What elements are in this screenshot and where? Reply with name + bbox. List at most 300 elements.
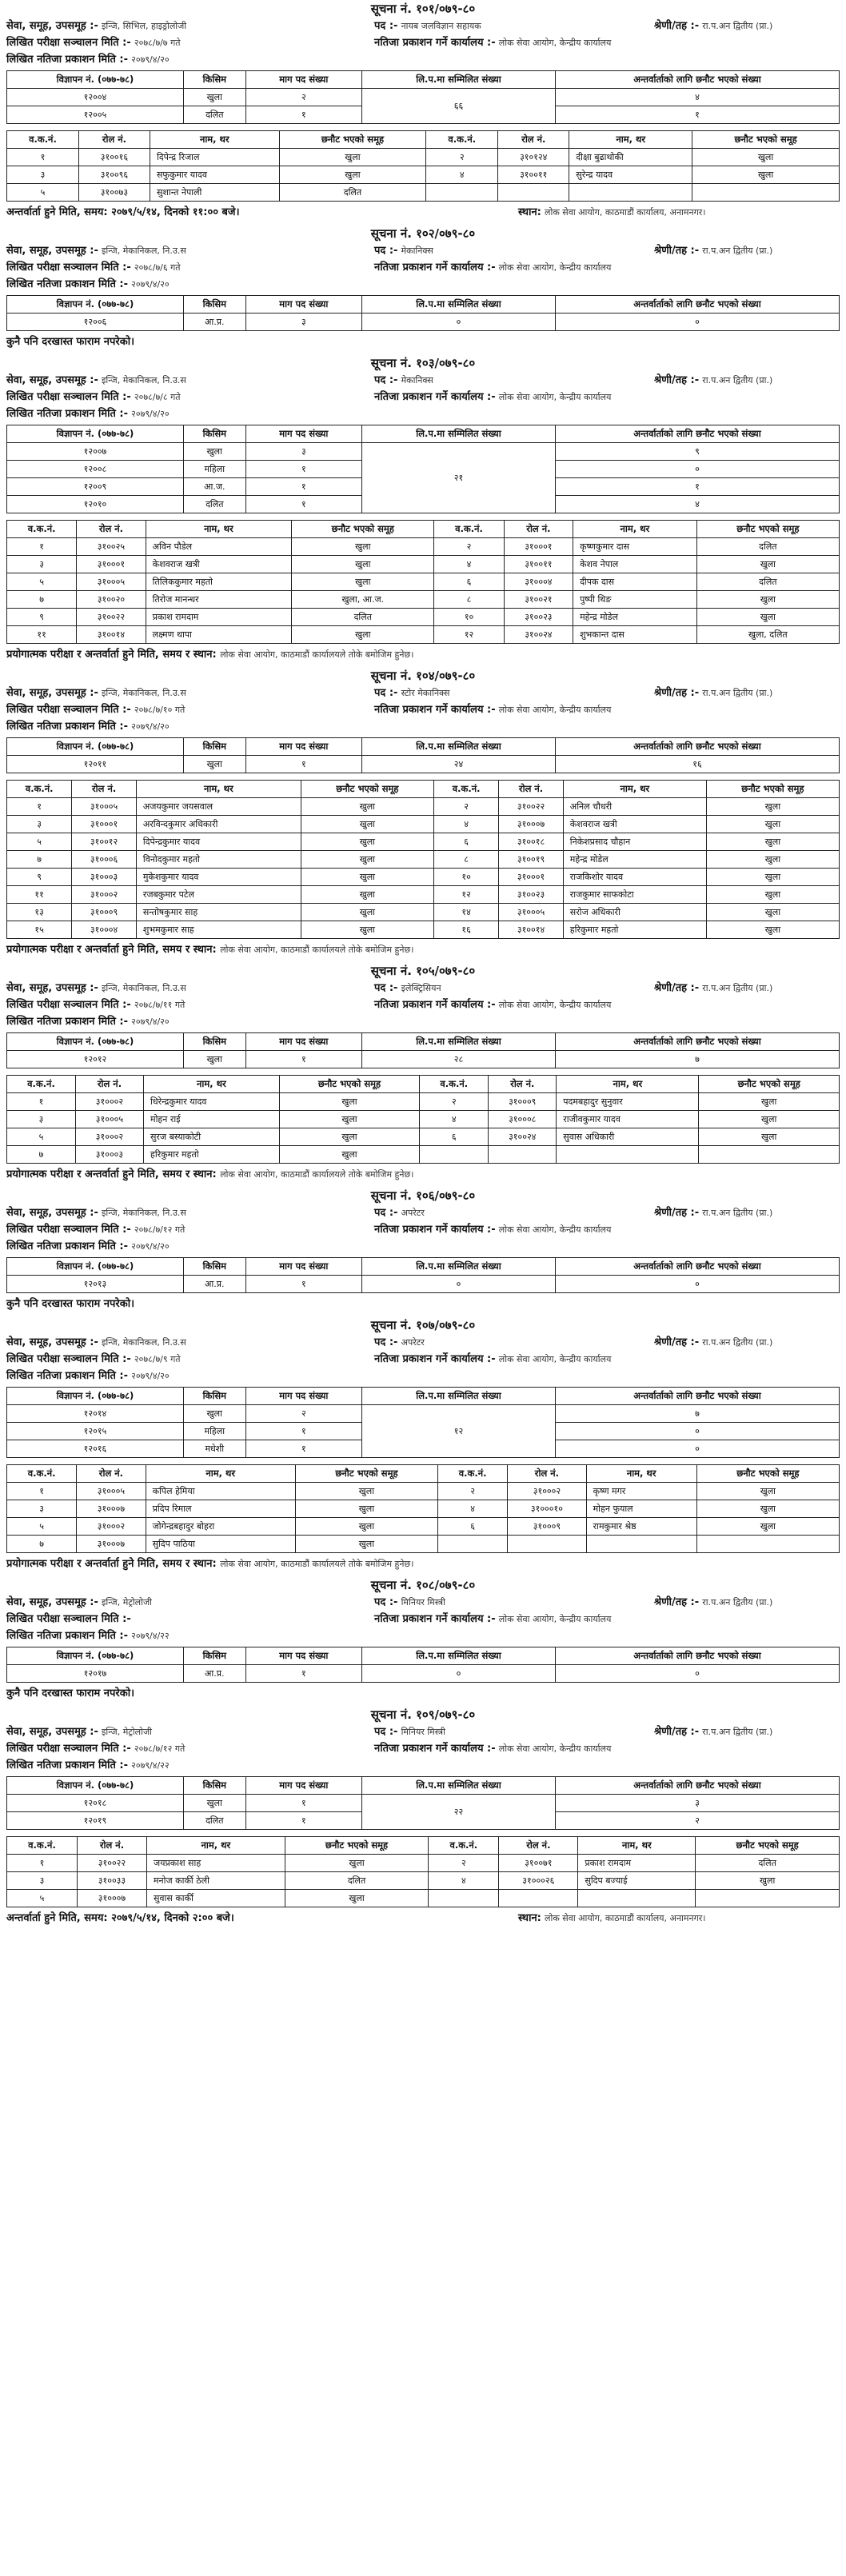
result-office-label: नतिजा प्रकाशन गर्ने कार्यालय :- bbox=[374, 1353, 496, 1365]
vacancy-table bbox=[6, 1257, 840, 1293]
post-label: पद :- bbox=[374, 1207, 398, 1219]
candidate-cell: दीक्षा बुढाथोकी bbox=[569, 149, 692, 166]
candidate-cell: ३१०००२ bbox=[75, 1093, 143, 1111]
candidate-cell: दिपेन्द्रकुमार यादव bbox=[136, 833, 301, 851]
header-line bbox=[6, 34, 840, 51]
header-line bbox=[6, 1221, 840, 1238]
candidate-row bbox=[7, 591, 840, 609]
candidate-cell: खुला bbox=[696, 1500, 839, 1518]
post-value: स्टोर मेकानिक्स bbox=[401, 688, 450, 698]
vacancy-cell: १२००९ bbox=[7, 478, 184, 496]
candidate-header-cell: रोल नं. bbox=[499, 781, 564, 798]
vacancy-header-cell: लि.प.मा सम्मिलित संख्या bbox=[361, 1258, 555, 1276]
candidate-cell: ६ bbox=[438, 1518, 508, 1536]
candidate-cell bbox=[508, 1536, 586, 1553]
result-date bbox=[6, 718, 170, 735]
candidate-cell: खुला bbox=[692, 166, 840, 184]
practical-label: प्रयोगात्मक परीक्षा र अन्तर्वार्ता हुने मिति, समय र स्थान: bbox=[6, 649, 217, 661]
header-col bbox=[6, 1204, 374, 1221]
candidate-row bbox=[7, 851, 840, 869]
vacancy-row bbox=[7, 1665, 840, 1683]
candidate-cell: खुला bbox=[696, 1518, 839, 1536]
header-line bbox=[6, 1204, 840, 1221]
candidate-header bbox=[7, 521, 840, 538]
venue-label: स्थान: bbox=[518, 206, 541, 218]
candidate-header bbox=[7, 1076, 840, 1093]
post-label: पद :- bbox=[374, 245, 398, 257]
header-col bbox=[6, 701, 374, 718]
vacancy-header-cell: किसिम bbox=[183, 1033, 245, 1051]
service-group bbox=[6, 982, 186, 994]
candidate-cell: खुला bbox=[301, 921, 433, 939]
candidate-cell: मोहन राई bbox=[144, 1111, 280, 1128]
candidate-cell: २ bbox=[426, 149, 498, 166]
post-label: पद :- bbox=[374, 982, 398, 994]
service-group-label: सेवा, समूह, उपसमूह :- bbox=[6, 1596, 98, 1608]
candidate-cell: ११ bbox=[7, 626, 77, 644]
notice-title: सूचना नं. १०७/०७९-८० bbox=[370, 1318, 476, 1332]
candidate-cell: दीपक दास bbox=[573, 573, 697, 591]
candidate-cell: खुला bbox=[301, 886, 433, 904]
candidate-cell: ३१०००५ bbox=[77, 1483, 146, 1500]
vacancy-row bbox=[7, 443, 840, 461]
vacancy-cell: १२०१३ bbox=[7, 1276, 184, 1293]
candidate-cell: ६ bbox=[434, 573, 504, 591]
vacancy-row bbox=[7, 1051, 840, 1068]
service-group-value: इन्जि, मेकानिकल, नि.उ.स bbox=[102, 983, 186, 993]
header-col bbox=[374, 389, 840, 405]
class-level bbox=[654, 374, 772, 386]
vacancy-row bbox=[7, 756, 840, 773]
service-group-value: इन्जि, मेकानिकल, नि.उ.स bbox=[102, 1337, 186, 1348]
candidate-row bbox=[7, 1500, 840, 1518]
result-office bbox=[374, 1224, 611, 1236]
exam-date-value: २०७८/७/१२ गते bbox=[134, 1743, 186, 1754]
candidate-cell: खुला bbox=[706, 851, 839, 869]
service-group-label: सेवा, समूह, उपसमूह :- bbox=[6, 374, 98, 386]
candidate-cell: खुला bbox=[279, 1093, 420, 1111]
candidate-cell: राजीवकुमार यादव bbox=[557, 1111, 699, 1128]
post bbox=[374, 245, 433, 257]
candidate-cell: खुला bbox=[706, 798, 839, 816]
candidate-row bbox=[7, 886, 840, 904]
vacancy-cell: १ bbox=[245, 496, 361, 513]
candidate-cell: ३ bbox=[7, 556, 77, 573]
candidate-cell bbox=[498, 184, 569, 202]
candidate-cell: १२ bbox=[434, 626, 504, 644]
candidate-cell: ३१००१२ bbox=[72, 833, 137, 851]
vacancy-header-cell: अन्तर्वार्ताको लागि छनौट भएको संख्या bbox=[555, 71, 839, 89]
result-office-label: नतिजा प्रकाशन गर्ने कार्यालय :- bbox=[374, 37, 496, 49]
vacancy-row bbox=[7, 89, 840, 106]
vacancy-cell: आ.प्र. bbox=[183, 1665, 245, 1683]
vacancy-row bbox=[7, 1276, 840, 1293]
spacer bbox=[6, 1832, 840, 1834]
vacancy-header-cell: किसिम bbox=[183, 1647, 245, 1665]
result-date-value: २०७९/४/२० bbox=[131, 409, 170, 419]
exam-date bbox=[6, 1613, 131, 1625]
candidate-cell: ३१००२२ bbox=[77, 1855, 146, 1872]
vacancy-header bbox=[7, 296, 840, 314]
result-office-value: लोक सेवा आयोग, केन्द्रीय कार्यालय bbox=[498, 705, 612, 715]
class-level-value: रा.प.अन द्वितीय (प्रा.) bbox=[702, 983, 773, 993]
vacancy-header-cell: किसिम bbox=[183, 1777, 245, 1795]
post-label: पद :- bbox=[374, 20, 398, 32]
post bbox=[374, 1336, 425, 1348]
header-line bbox=[6, 980, 840, 996]
header-col bbox=[6, 372, 374, 389]
vacancy-header-cell: माग पद संख्या bbox=[245, 1258, 361, 1276]
header-col bbox=[374, 372, 654, 389]
candidate-cell bbox=[578, 1890, 696, 1907]
exam-date-label: लिखित परीक्षा सञ्चालन मिति :- bbox=[6, 1224, 131, 1236]
vacancy-header-cell: लि.प.मा सम्मिलित संख्या bbox=[361, 1777, 555, 1795]
candidate-cell: पदमबहादुर सुनुवार bbox=[557, 1093, 699, 1111]
result-date-value: २०७९/४/२२ bbox=[131, 1631, 170, 1641]
vacancy-header-cell: किसिम bbox=[183, 1258, 245, 1276]
vacancy-cell: ९ bbox=[555, 443, 839, 461]
candidate-cell: ३१००७१ bbox=[499, 1855, 578, 1872]
candidate-header bbox=[7, 781, 840, 798]
exam-date-value: २०७८/७/९ गते bbox=[134, 1354, 181, 1364]
candidate-cell: २ bbox=[438, 1483, 508, 1500]
candidate-cell: १२ bbox=[433, 886, 498, 904]
candidate-cell: ३१०००७ bbox=[77, 1536, 146, 1553]
notice-title: सूचना नं. १०२/०७९-८० bbox=[370, 226, 476, 241]
service-group-value: इन्जि, मेकानिकल, नि.उ.स bbox=[102, 1208, 186, 1218]
candidate-row bbox=[7, 921, 840, 939]
class-level-label: श्रेणी/तह :- bbox=[654, 982, 700, 994]
candidate-cell: खुला bbox=[285, 1890, 429, 1907]
candidate-cell: ३१०००१ bbox=[77, 556, 146, 573]
candidate-cell: खुला bbox=[696, 556, 839, 573]
header-col bbox=[6, 1740, 374, 1757]
candidate-cell: अरविन्दकुमार अधिकारी bbox=[136, 816, 301, 833]
class-level bbox=[654, 687, 772, 699]
exam-date-value: २०७८/७/११ गते bbox=[134, 1000, 186, 1010]
candidate-cell bbox=[426, 184, 498, 202]
vacancy-cell: १ bbox=[245, 1665, 361, 1683]
candidate-cell: अनिल चौधरी bbox=[563, 798, 706, 816]
candidate-header-cell: व.क.नं. bbox=[438, 1465, 508, 1483]
candidate-cell: केशव नेपाल bbox=[573, 556, 697, 573]
candidate-cell: खुला bbox=[295, 1500, 437, 1518]
header-col bbox=[6, 1723, 374, 1740]
candidate-cell: कपिल हेमिया bbox=[146, 1483, 295, 1500]
class-level-label: श्रेणी/तह :- bbox=[654, 245, 700, 257]
candidate-cell bbox=[557, 1146, 699, 1164]
candidate-cell: ११ bbox=[7, 886, 72, 904]
interview-venue bbox=[518, 1910, 705, 1927]
candidate-header-cell: नाम, थर bbox=[563, 781, 706, 798]
candidate-header-cell: छनौट भएको समूह bbox=[279, 131, 426, 149]
candidate-header-cell: रोल नं. bbox=[77, 1837, 146, 1855]
service-group bbox=[6, 374, 186, 386]
header-line bbox=[6, 1627, 840, 1644]
candidate-table bbox=[6, 1836, 840, 1907]
header-col bbox=[374, 1334, 654, 1351]
vacancy-cell: १२०११ bbox=[7, 756, 184, 773]
header-line bbox=[6, 276, 840, 293]
candidate-cell: ३१००२५ bbox=[77, 538, 146, 556]
exam-date bbox=[6, 391, 181, 403]
result-office bbox=[374, 704, 611, 716]
vacancy-cell: १२०१५ bbox=[7, 1423, 184, 1440]
candidate-cell: शुभकान्त दास bbox=[573, 626, 697, 644]
service-group-value: इन्जि, मेकानिकल, नि.उ.स bbox=[102, 246, 186, 256]
candidate-table bbox=[6, 780, 840, 939]
header-col bbox=[374, 1723, 654, 1740]
result-office bbox=[374, 262, 611, 274]
candidate-cell: ८ bbox=[434, 591, 504, 609]
candidate-cell: ३१०००१ bbox=[504, 538, 573, 556]
candidate-header-cell: रोल नं. bbox=[504, 521, 573, 538]
candidate-cell: ३१०००४ bbox=[504, 573, 573, 591]
candidate-header bbox=[7, 1837, 840, 1855]
no-form-statement: कुनै पनि दरखास्त फाराम नपरेको। bbox=[6, 1687, 134, 1699]
class-level bbox=[654, 1336, 772, 1348]
vacancy-cell: १ bbox=[245, 1440, 361, 1458]
class-level bbox=[654, 20, 772, 32]
candidate-cell: ५ bbox=[7, 1518, 77, 1536]
candidate-cell: १ bbox=[7, 1855, 78, 1872]
vacancy-header-cell: माग पद संख्या bbox=[245, 738, 361, 756]
vacancy-cell: १२००४ bbox=[7, 89, 184, 106]
candidate-row bbox=[7, 1855, 840, 1872]
candidate-header-cell: व.क.नं. bbox=[7, 781, 72, 798]
candidate-row bbox=[7, 1128, 840, 1146]
vacancy-table bbox=[6, 1032, 840, 1068]
vacancy-cell: खुला bbox=[183, 756, 245, 773]
vacancy-header-cell: अन्तर्वार्ताको लागि छनौट भएको संख्या bbox=[555, 738, 839, 756]
venue-label: स्थान: bbox=[518, 1912, 541, 1924]
header-col bbox=[374, 685, 654, 701]
header-col bbox=[6, 18, 374, 34]
practical-value: लोक सेवा आयोग, काठमाडौं कार्यालयले तोके बमोजिम हुनेछ। bbox=[220, 945, 414, 955]
candidate-header-cell: नाम, थर bbox=[144, 1076, 280, 1093]
candidate-cell: ३१०००५ bbox=[75, 1111, 143, 1128]
vacancy-cell: २ bbox=[555, 1812, 839, 1830]
exam-date bbox=[6, 999, 185, 1011]
service-group-label: सेवा, समूह, उपसमूह :- bbox=[6, 1336, 98, 1348]
candidate-header-cell: नाम, थर bbox=[557, 1076, 699, 1093]
result-date bbox=[6, 1757, 170, 1774]
candidate-cell bbox=[499, 1890, 578, 1907]
passed-count-cell: २१ bbox=[361, 443, 555, 513]
candidate-cell: खुला bbox=[295, 1536, 437, 1553]
vacancy-header bbox=[7, 1777, 840, 1795]
class-level bbox=[654, 982, 772, 994]
vacancy-header-cell: विज्ञापन नं. (०७७-७८) bbox=[7, 738, 184, 756]
candidate-row bbox=[7, 904, 840, 921]
interview-date: अन्तर्वार्ता हुने मिति, समय: २०७९/५/१४, दिनको २:०० बजे। bbox=[6, 1912, 234, 1924]
vacancy-row bbox=[7, 1405, 840, 1423]
vacancy-cell: १२०१९ bbox=[7, 1812, 184, 1830]
candidate-cell: केशवराज खत्री bbox=[146, 556, 292, 573]
vacancy-header-cell: माग पद संख्या bbox=[245, 296, 361, 314]
vacancy-cell: १२०१६ bbox=[7, 1440, 184, 1458]
candidate-cell: ३ bbox=[7, 1500, 77, 1518]
header-line bbox=[6, 701, 840, 718]
vacancy-header bbox=[7, 1033, 840, 1051]
vacancy-header-cell: विज्ञापन नं. (०७७-७८) bbox=[7, 1033, 184, 1051]
result-date bbox=[6, 276, 170, 293]
header-col bbox=[6, 389, 374, 405]
result-office bbox=[374, 1353, 611, 1365]
vacancy-header-cell: लि.प.मा सम्मिलित संख्या bbox=[361, 1388, 555, 1405]
candidate-cell: ३१०००९ bbox=[489, 1093, 557, 1111]
candidate-cell: खुला bbox=[706, 869, 839, 886]
result-date-value: २०७९/४/२० bbox=[131, 279, 170, 290]
exam-date-value: २०७८/७/१२ गते bbox=[134, 1224, 186, 1235]
interview-footer bbox=[6, 204, 840, 222]
header-col bbox=[654, 1723, 840, 1740]
vacancy-table bbox=[6, 425, 840, 513]
candidate-cell: ७ bbox=[7, 1536, 77, 1553]
candidate-cell: सुशान्त नेपाली bbox=[150, 184, 279, 202]
candidate-cell: खुला bbox=[696, 591, 839, 609]
candidate-header-cell: व.क.नं. bbox=[7, 521, 77, 538]
post bbox=[374, 1207, 425, 1219]
result-office bbox=[374, 391, 611, 403]
candidate-cell: ३१००२२ bbox=[499, 798, 564, 816]
candidate-header-cell: रोल नं. bbox=[77, 1465, 146, 1483]
notice-title: सूचना नं. १०५/०७९-८० bbox=[370, 964, 476, 978]
practical-value: लोक सेवा आयोग, काठमाडौं कार्यालयले तोके बमोजिम हुनेछ। bbox=[220, 1169, 414, 1180]
candidate-cell: ३१००१४ bbox=[499, 921, 564, 939]
header-col bbox=[654, 980, 840, 996]
candidate-cell: ३१०००८ bbox=[489, 1111, 557, 1128]
candidate-cell: सुरेन्द्र यादव bbox=[569, 166, 692, 184]
vacancy-cell: १ bbox=[245, 1812, 361, 1830]
result-date bbox=[6, 1238, 170, 1255]
service-group bbox=[6, 1726, 152, 1738]
candidate-cell: १४ bbox=[433, 904, 498, 921]
practical-label: प्रयोगात्मक परीक्षा र अन्तर्वार्ता हुने मिति, समय र स्थान: bbox=[6, 944, 217, 956]
practical-label: प्रयोगात्मक परीक्षा र अन्तर्वार्ता हुने मिति, समय र स्थान: bbox=[6, 1168, 217, 1180]
header-col bbox=[374, 259, 840, 276]
vacancy-header bbox=[7, 738, 840, 756]
candidate-row bbox=[7, 1111, 840, 1128]
header-col bbox=[374, 18, 654, 34]
header-line bbox=[6, 1740, 840, 1757]
result-office bbox=[374, 37, 611, 49]
candidate-cell: खुला bbox=[279, 1111, 420, 1128]
candidate-header-cell: नाम, थर bbox=[150, 131, 279, 149]
vacancy-header-cell: अन्तर्वार्ताको लागि छनौट भएको संख्या bbox=[555, 1777, 839, 1795]
vacancy-header bbox=[7, 1258, 840, 1276]
vacancy-cell: १२०१० bbox=[7, 496, 184, 513]
exam-date-label: लिखित परीक्षा सञ्चालन मिति :- bbox=[6, 391, 131, 403]
header-col bbox=[6, 996, 374, 1013]
candidate-cell: लक्ष्मण थापा bbox=[146, 626, 292, 644]
post-label: पद :- bbox=[374, 1726, 398, 1738]
vacancy-table bbox=[6, 1776, 840, 1830]
header-col bbox=[374, 980, 654, 996]
candidate-cell: महेन्द्र मोडेल bbox=[563, 851, 706, 869]
candidate-cell: १५ bbox=[7, 921, 72, 939]
vacancy-header-cell: माग पद संख्या bbox=[245, 71, 361, 89]
candidate-header-cell: छनौट भएको समूह bbox=[301, 781, 433, 798]
candidate-cell: कृष्ण मगर bbox=[586, 1483, 696, 1500]
candidate-row bbox=[7, 573, 840, 591]
candidate-cell: विनोदकुमार महतो bbox=[136, 851, 301, 869]
candidate-cell: ७ bbox=[7, 851, 72, 869]
candidate-cell: खुला bbox=[301, 816, 433, 833]
vacancy-header bbox=[7, 71, 840, 89]
vacancy-header-cell: विज्ञापन नं. (०७७-७८) bbox=[7, 296, 184, 314]
candidate-cell: ३१०००४ bbox=[72, 921, 137, 939]
class-level bbox=[654, 1207, 772, 1219]
practical-label: प्रयोगात्मक परीक्षा र अन्तर्वार्ता हुने मिति, समय र स्थान: bbox=[6, 1558, 217, 1570]
practical-statement bbox=[6, 941, 840, 959]
vacancy-header-cell: अन्तर्वार्ताको लागि छनौट भएको संख्या bbox=[555, 1647, 839, 1665]
candidate-cell: केशवराज खत्री bbox=[563, 816, 706, 833]
candidate-cell: तिलिककुमार महतो bbox=[146, 573, 292, 591]
candidate-header-cell: छनौट भएको समूह bbox=[295, 1465, 437, 1483]
vacancy-cell: ० bbox=[555, 314, 839, 331]
header-col bbox=[654, 18, 840, 34]
post-label: पद :- bbox=[374, 1336, 398, 1348]
candidate-row bbox=[7, 1093, 840, 1111]
candidate-cell: हरिकुमार महतो bbox=[144, 1146, 280, 1164]
result-date-value: २०७९/४/२२ bbox=[131, 1760, 170, 1771]
vacancy-cell: १२०१२ bbox=[7, 1051, 184, 1068]
candidate-header-cell: छनौट भएको समूह bbox=[279, 1076, 420, 1093]
candidate-cell: पुष्पी थिङ bbox=[573, 591, 697, 609]
header-col bbox=[374, 1221, 840, 1238]
service-group bbox=[6, 20, 186, 32]
candidate-cell: ५ bbox=[7, 184, 79, 202]
exam-date bbox=[6, 704, 185, 716]
candidate-cell: ३१०००१ bbox=[72, 816, 137, 833]
vacancy-cell: आ.प्र. bbox=[183, 314, 245, 331]
result-office-label: नतिजा प्रकाशन गर्ने कार्यालय :- bbox=[374, 391, 496, 403]
header-col bbox=[6, 1611, 374, 1627]
venue-value: लोक सेवा आयोग, काठमाडौं कार्यालय, अनामनगर। bbox=[545, 1913, 706, 1923]
candidate-header-cell: व.क.नं. bbox=[429, 1837, 499, 1855]
candidate-cell: खुला, आ.ज. bbox=[292, 591, 434, 609]
vacancy-cell: ३ bbox=[555, 1795, 839, 1812]
candidate-cell: ५ bbox=[7, 1128, 76, 1146]
header-line bbox=[6, 1757, 840, 1774]
candidate-cell: ३१००२४ bbox=[504, 626, 573, 644]
service-group-value: इन्जि, मेट्रोलोजी bbox=[102, 1727, 152, 1737]
candidate-cell bbox=[429, 1890, 499, 1907]
candidate-header-cell: रोल नं. bbox=[72, 781, 137, 798]
result-office-label: नतिजा प्रकाशन गर्ने कार्यालय :- bbox=[374, 262, 496, 274]
passed-count-cell: ६६ bbox=[361, 89, 555, 124]
result-date-label: लिखित नतिजा प्रकाशन मिति :- bbox=[6, 1240, 129, 1252]
candidate-cell: खुला bbox=[301, 798, 433, 816]
candidate-cell: रजबकुमार पटेल bbox=[136, 886, 301, 904]
header-col bbox=[654, 372, 840, 389]
candidate-cell: ३१००२३ bbox=[504, 609, 573, 626]
vacancy-cell: ७ bbox=[555, 1405, 839, 1423]
vacancy-cell: १ bbox=[245, 478, 361, 496]
vacancy-cell: १ bbox=[555, 106, 839, 124]
vacancy-header-cell: लि.प.मा सम्मिलित संख्या bbox=[361, 1647, 555, 1665]
candidate-cell: ३१००१८ bbox=[499, 833, 564, 851]
candidate-row bbox=[7, 184, 840, 202]
practical-statement bbox=[6, 1166, 840, 1184]
notice-title: सूचना नं. १०३/०७९-८० bbox=[370, 356, 476, 370]
vacancy-header-cell: माग पद संख्या bbox=[245, 1777, 361, 1795]
vacancy-cell: ० bbox=[361, 314, 555, 331]
practical-value: लोक सेवा आयोग, काठमाडौं कार्यालयले तोके बमोजिम हुनेछ। bbox=[220, 649, 414, 660]
class-level-value: रा.प.अन द्वितीय (प्रा.) bbox=[702, 246, 773, 256]
header-line bbox=[6, 1238, 840, 1255]
